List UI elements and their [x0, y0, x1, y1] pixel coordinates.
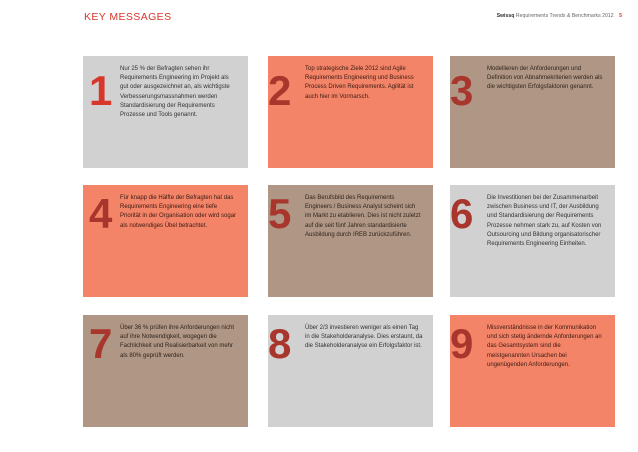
message-text: Missverständnisse in der Kommunikation und sich stetig ändernde Anforderungen an das Gesamtsystem sind die meistgenannten Ursachen bei ungenügenden Anforderungen. [487, 325, 602, 368]
page-title: KEY MESSAGES [84, 11, 172, 23]
message-number: 9 [450, 320, 474, 367]
brand-name: Swissq [496, 13, 515, 19]
key-message-7 [83, 315, 248, 427]
message-text: Nur 25 % der Befragten sehen ihr Requirements Engineering im Projekt als gut oder ausgezeichnet an, als wichtigste Verbesserungsmassnahmen werden Standardisierung der Requirements Prozesse und Tools genannt. [120, 66, 230, 119]
message-number: 4 [89, 190, 113, 237]
report-title: Requirements Trends & Benchmarks 2012 [515, 13, 614, 19]
message-text: Über 36 % prüfen ihre Anforderungen nicht auf ihre Notwendigkeit, wogegen die Fachlichkeit und Realisierbarkeit von mehr als 80% geprüft werden. [120, 325, 235, 359]
message-text: Top strategische Ziele 2012 sind Agile Requirements Engineering und Business Process Driven Requirements. Agilität ist auch hier im Vormarsch. [305, 66, 414, 100]
key-message-8 [268, 315, 433, 427]
key-message-3 [450, 56, 615, 168]
message-number: 5 [268, 190, 292, 237]
message-number: 1 [89, 67, 113, 114]
running-header [497, 13, 622, 19]
message-number: 2 [268, 67, 292, 114]
message-text: Über 2/3 investieren weniger als einen Tag in die Stakeholderanalyse. Dies erstaunt, da die Stakeholderanalyse ein Erfolgsfaktor ist. [305, 325, 423, 350]
key-message-2 [268, 56, 433, 168]
key-message-4 [83, 185, 248, 297]
key-message-9 [450, 315, 615, 427]
message-number: 6 [450, 190, 474, 237]
message-number: 3 [450, 67, 474, 114]
key-message-1 [83, 56, 248, 168]
message-number: 8 [268, 320, 292, 367]
key-message-5 [268, 185, 433, 297]
page-number: 5 [619, 13, 622, 19]
message-text: Modellieren der Anforderungen und Definition von Abnahmekriterien werden als die wichtigsten Erfolgsfaktoren genannt. [487, 66, 603, 91]
message-text: Die Investitionen bei der Zusammenarbeit zwischen Business und IT, der Ausbildung und Standardisierung der Requirements Prozesse nehmen stark zu, auf Kosten von Outsourcing und Bildung organisatorischer Requirements Engineering Einheiten. [487, 195, 602, 248]
message-number: 7 [89, 320, 113, 367]
message-text: Für knapp die Hälfte der Befragten hat das Requirements Engineering eine tiefe Priorität in der Organisation oder wird sogar als notwendiges Übel betrachtet. [120, 195, 237, 229]
key-message-6 [450, 185, 615, 297]
message-text: Das Berufsbild des Requirements Engineers / Business Analyst scheint sich im Markt zu etablieren. Dies ist nicht zuletzt auf die seit fünf Jahren standardisierte Ausbildung durch IREB zurückzuführen. [305, 195, 421, 238]
